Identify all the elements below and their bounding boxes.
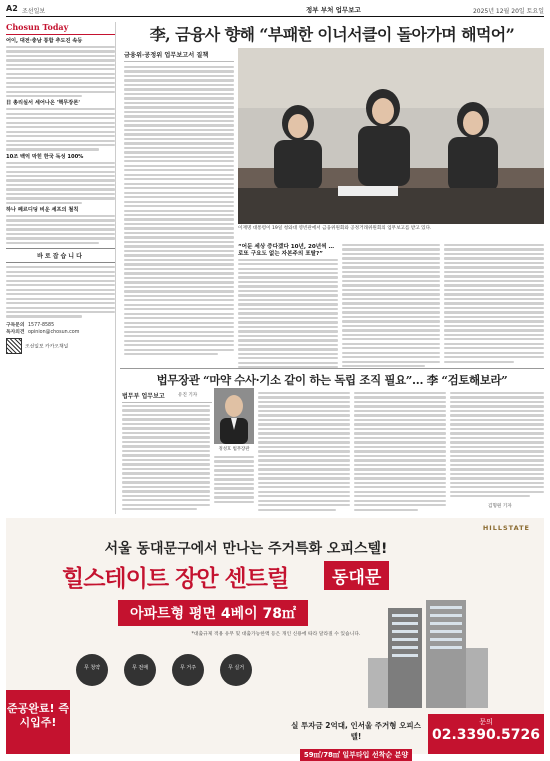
ad-promo-highlight: 59㎡/78㎡ 일부타입 선착순 분양 (300, 749, 412, 761)
text-lines (6, 108, 115, 151)
qr-code-icon (6, 338, 22, 354)
ad-location-badge: 동대문 (324, 561, 389, 590)
article-byline: 김형원 기자 (488, 504, 512, 509)
contact-box (6, 322, 115, 354)
sidebar-item-head: 하나 페르디딩 비운 세프의 철칙 (6, 207, 79, 214)
real-estate-ad (6, 518, 544, 759)
ad-title: 힐스테이트 장안 센트럴 (62, 566, 289, 592)
portrait-illustration (214, 388, 254, 444)
building-rendering (368, 598, 488, 708)
masthead (6, 3, 544, 17)
article2-subhead: 법무부 업무보고 (122, 391, 212, 403)
corrections-title: 바로잡습니다 (6, 248, 115, 263)
sidebar-chosun-today (6, 22, 116, 514)
text-lines (6, 215, 115, 244)
ad-benefit-icons (76, 644, 276, 696)
sidebar-item-head: 어이, 대전·충남 통합 추도진 속등 (6, 38, 83, 44)
tel-number[interactable]: 1577-8585 (28, 322, 55, 328)
text-lines (6, 162, 115, 205)
sidebar-item-head: 10조 백억 막힌 한국 독성 100% (6, 153, 84, 160)
benefit-icon: 무 청약 (76, 654, 108, 686)
issue-date: 2025년 12월 20일 토요일 (472, 8, 544, 15)
article-column (354, 392, 446, 514)
ad-floorplan-banner: 아파트형 평면 4베이 78㎡ (118, 600, 308, 626)
benefit-icon: 무 실거 (220, 654, 252, 686)
mid-heading: “어둔 세상 증다겠다 10년, 20년씩 … 로또 구요도 없는 자본주의 포탈?” (238, 244, 335, 258)
section-divider (120, 368, 544, 369)
ad-contact-box[interactable] (428, 714, 544, 754)
ad-promo-line: 실 투자금 2억대, 인서울 주거형 오피스텔! (291, 721, 421, 741)
ad-tagline: 서울 동대문구에서 만나는 주거특화 오피스텔! (104, 541, 388, 557)
tel-label: 구독문의 (6, 322, 25, 328)
article-photo (238, 48, 544, 224)
text-lines (6, 46, 115, 98)
kakao-channel: 조선일보 카카오채널 (25, 344, 69, 350)
ad-contact-label: 문의 (479, 718, 493, 726)
minister-portrait (214, 388, 254, 444)
article2-reporter: 유진 기자 (178, 393, 198, 398)
article-column (122, 405, 210, 513)
article-column (124, 66, 234, 356)
article-headline: 李, 금융사 향해 “부패한 이너서클이 돌아가며 해먹어” (149, 25, 515, 44)
benefit-icon: 무 거주 (172, 654, 204, 686)
sidebar-item-head: 日 총리실서 세어나온 '핵무장론' (6, 100, 80, 107)
article-column (214, 456, 254, 512)
section-title: 정부 부처 업무보고 (306, 6, 361, 14)
article-column (450, 392, 544, 500)
newspaper-brand: 조선일보 (22, 8, 46, 15)
ad-disclaimer: *대출규제 적용 유무 및 대출가능한액 등은 개인 신용에 따라 달라질 수 있습니다. (191, 632, 361, 637)
meeting-photo-illustration (238, 48, 544, 224)
article-column (258, 392, 350, 514)
sidebar-item (6, 154, 115, 204)
ad-brand-logo: HILLSTATE (482, 524, 530, 532)
building-illustration (368, 598, 488, 708)
ad-completion-badge: 준공완료! 즉시입주! (6, 690, 70, 754)
mail-address[interactable]: opinion@chosun.com (28, 329, 80, 335)
mail-label: 독자의견 (6, 329, 25, 335)
ad-promo (286, 720, 426, 761)
portrait-caption: 정성호 법무장관 (218, 447, 250, 452)
sidebar-item (6, 38, 115, 97)
photo-caption: 이재명 대통령이 19일 청와대 영빈관에서 금융위원회와 공정거래위원회의 업무보고를 받고 있다. (238, 226, 432, 231)
benefit-icon: 무 전매 (124, 654, 156, 686)
article2-headline: 법무장관 “마약 수사·기소 같이 하는 독립 조직 필요”… 李 “검토해보라” (156, 373, 508, 387)
sidebar-item (6, 207, 115, 244)
ad-phone-number[interactable]: 02.3390.5726 (431, 727, 541, 743)
article-column (238, 244, 338, 366)
text-lines (6, 266, 115, 318)
sidebar-item (6, 100, 115, 150)
article-column (444, 244, 544, 366)
article-subhead: 금융위·공정위 업무보고서 질책 (124, 50, 234, 62)
article-column (342, 244, 440, 366)
sidebar-label: Chosun Today (6, 22, 115, 35)
page-number: A2 (6, 4, 18, 13)
